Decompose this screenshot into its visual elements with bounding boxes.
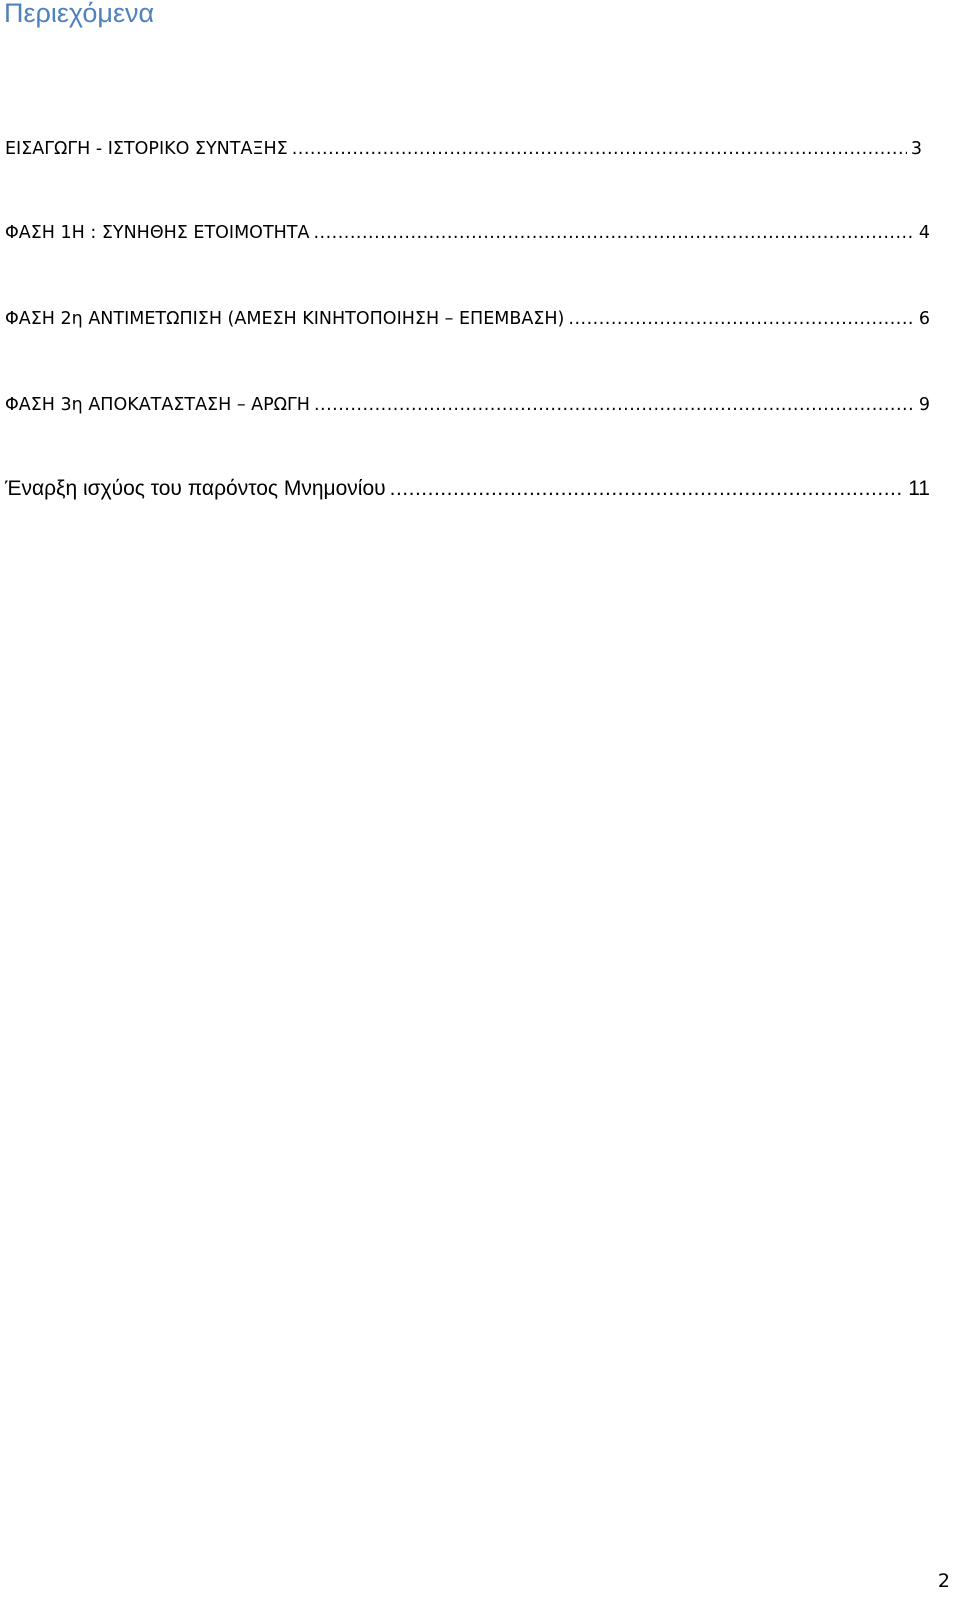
toc-entry[interactable] (5, 138, 922, 160)
page-number: 2 (937, 1570, 950, 1592)
toc-leader-dots (568, 308, 914, 330)
toc-entry[interactable] (5, 222, 930, 244)
toc-title: Περιεχόμενα (4, 0, 155, 28)
toc-entry[interactable] (5, 478, 930, 500)
toc-leader-dots (314, 394, 915, 416)
toc-entry-label: Έναρξη ισχύος του παρόντος Μνημονίου (5, 477, 386, 500)
toc-leader-dots (313, 222, 914, 244)
toc-entry-page: 3 (910, 139, 922, 159)
toc-entry[interactable] (5, 394, 930, 416)
toc-leader-dots (292, 138, 907, 160)
toc-entry-label: ΦΑΣΗ 3η ΑΠΟΚΑΤΑΣΤΑΣΗ – ΑΡΩΓΗ (5, 395, 310, 415)
toc-entry-page: 6 (918, 309, 930, 329)
toc-entry-label: ΦΑΣΗ 1Η : ΣΥΝΗΘΗΣ ΕΤΟΙΜΟΤΗΤΑ (5, 223, 310, 243)
toc-entry[interactable] (5, 308, 930, 330)
toc-entry-label: ΕΙΣΑΓΩΓΗ - ΙΣΤΟΡΙΚΟ ΣΥΝΤΑΞΗΣ (5, 139, 288, 159)
toc-entry-page: 4 (918, 223, 930, 243)
toc-leader-dots (390, 478, 905, 500)
toc-entry-label: ΦΑΣΗ 2η ΑΝΤΙΜΕΤΩΠΙΣΗ (ΑΜΕΣΗ ΚΙΝΗΤΟΠΟΙΗΣΗ – ΕΠΕΜΒΑΣΗ) (5, 309, 565, 329)
toc-entry-page: 11 (908, 477, 930, 500)
toc-entry-page: 9 (918, 395, 930, 415)
